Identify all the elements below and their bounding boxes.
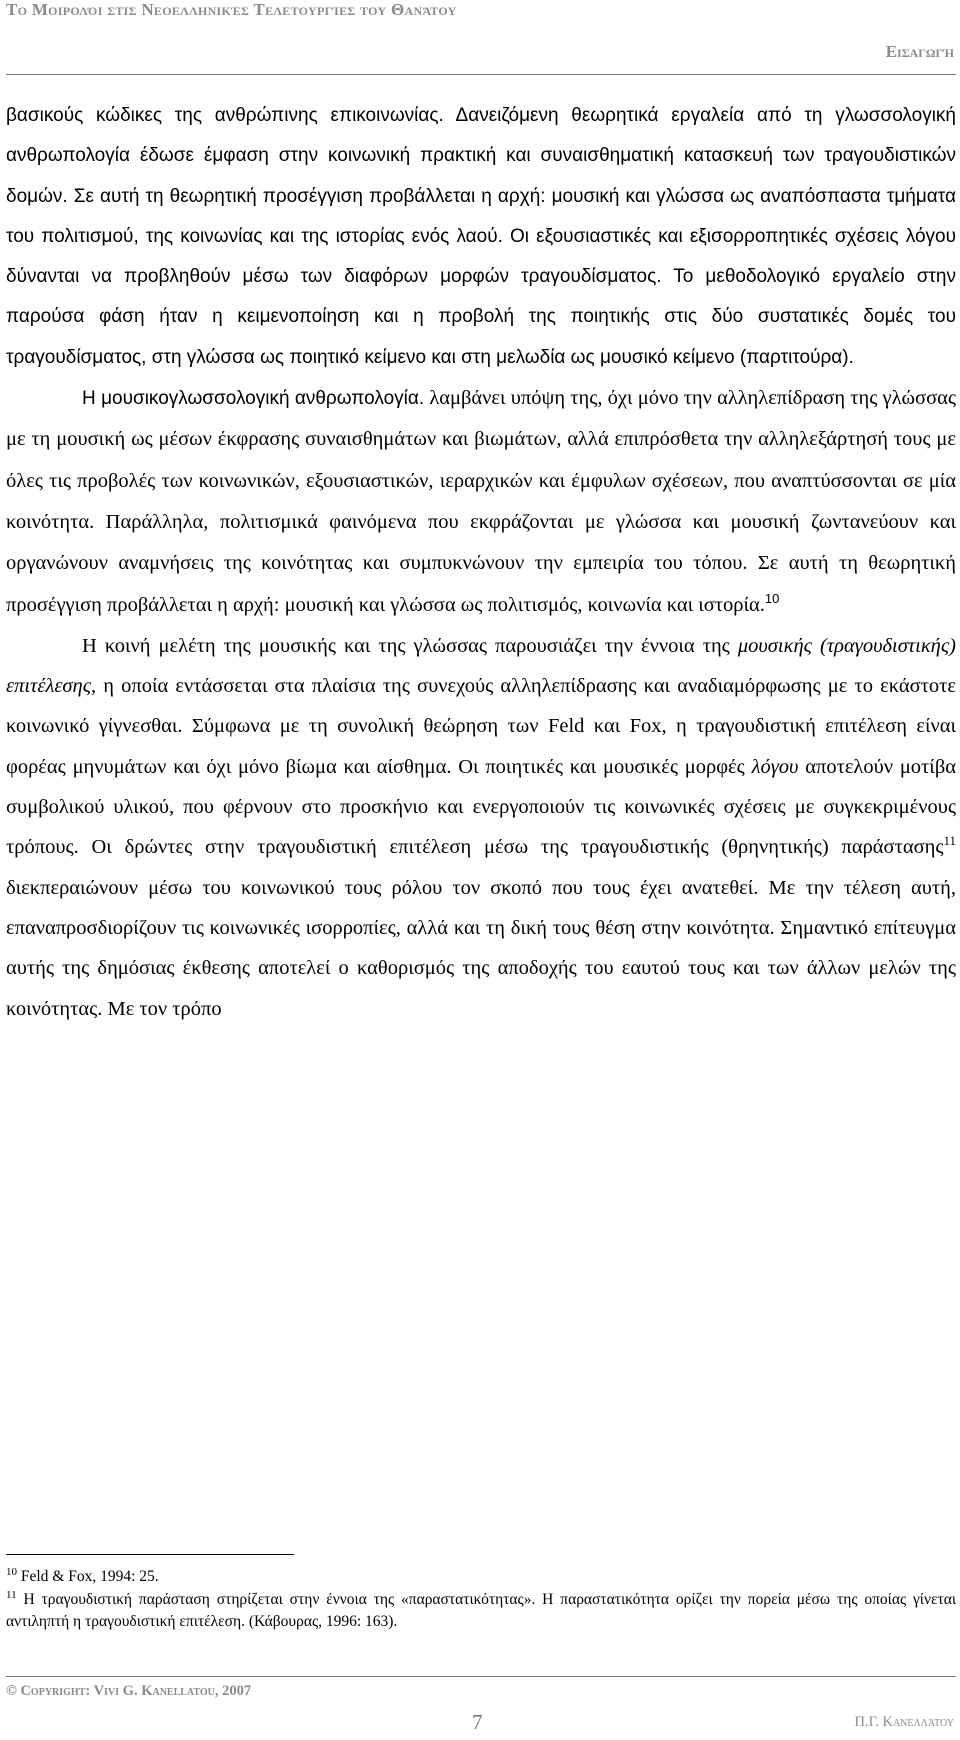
footnote-ref-10[interactable]: 10 <box>764 590 780 606</box>
footnote-11 <box>6 1589 956 1634</box>
author-initials: Π.Γ. Κανελλάτου <box>854 1714 954 1730</box>
footnote-10 <box>6 1566 956 1589</box>
section-title: Εισαγωγή <box>885 42 954 61</box>
header-divider <box>6 74 956 75</box>
body-text <box>6 96 956 1029</box>
paragraph-3-part-c: αποτελούν μοτίβα συμβολικού υλικού, που φέρνουν στο προσκήνιο και ενεργοποιούν τις κοινωνικές σχέσεις με συγκεκριμένους τρόπους. Οι δρώντες στην τραγουδιστική επιτέλεση μέσω της τραγουδιστικής (θρηνητικής) παράστασης <box>6 755 956 859</box>
paragraph-3-part-d: διεκπεραιώνουν μέσω του κοινωνικού τους ρόλου τον σκοπό που τους έχει ανατεθεί. Με την τέλεση αυτή, επαναπροσδιορίζουν τις κοινωνικές ισορροπίες, αλλά και τη δική τους θέση στην κοινότητα. Σημαντικό επίτευγμα αυτής της δημόσιας έκθεσης αποτελεί ο καθορισμός της αποδοχής του εαυτού τους και των άλλων μελών της κοινότητας. Με τον τρόπο <box>6 876 956 1020</box>
paragraph-1: βασικούς κώδικες της ανθρώπινης επικοινωνίας. Δανειζόμενη θεωρητικά εργαλεία από τη γλωσσολογική ανθρωπολογία έδωσε έμφαση στην κοινωνική πρακτική και συναισθηματική κατασκευή των τραγουδιστικών δομών. Σε αυτή τη θεωρητική προσέγγιση προβάλλεται η αρχή: μουσική και γλώσσα ως αναπόσπαστα τμήματα του πολιτισμού, της κοινωνίας και της ιστορίας ενός λαού. Οι εξουσιαστικές και εξισορροπητικές σχέσεις λόγου δύνανται να προβληθούν μέσω των διαφόρων μορφών τραγουδίσματος. Το μεθοδολογικό εργαλείο στην παρούσα φάση ήταν η κειμενοποίηση και η προβολή της ποιητικής στις δύο συστατικές δομές του τραγουδίσματος, στη γλώσσα ως ποιητικό κείμενο και στη μελωδία ως μουσικό κείμενο (παρτιτούρα). <box>6 105 956 368</box>
footnote-divider <box>6 1554 294 1555</box>
footer-divider <box>6 1676 956 1677</box>
footnote-ref-11[interactable]: 11 <box>943 833 956 849</box>
footnote-number: 11 <box>6 1588 17 1601</box>
paragraph-3 <box>6 626 956 1029</box>
italic-term-logos: λόγου <box>751 755 799 778</box>
footnote-text: Feld & Fox, 1994: 25. <box>20 1568 159 1585</box>
footnote-number: 10 <box>6 1566 17 1578</box>
paragraph-2 <box>6 378 956 626</box>
paragraph-3-part-a: Η κοινή μελέτη της μουσικής και της γλώσσας παρουσιάζει την έννοια της <box>82 634 738 657</box>
copyright-notice: © Copyright: Vivi G. Kanellatou, 2007 <box>6 1683 252 1699</box>
page-number: 7 <box>472 1710 483 1734</box>
running-title: Το Μοιρολόι στις Νεοελληνικές Τελετουργίες του Θανάτου <box>6 0 457 19</box>
paragraph-2-rest: λαμβάνει υπόψη της, όχι μόνο την αλληλεπίδραση της γλώσσας με τη μουσική ως μέσων έκφρασης συναισθημάτων και βιωμάτων, αλλά επιπρόσθετα την αλληλεξάρτησή τους με όλες τις προβολές των κοινωνικών, εξουσιαστικών, ιεραρχικών και έμφυλων σχέσεων, που αναπτύσσονται σε μία κοινότητα. Παράλληλα, πολιτισμικά φαινόμενα που εκφράζονται με γλώσσα και μουσική ζωντανεύουν και οργανώνουν αναμνήσεις της κοινότητας και συμπυκνώνουν την εμπειρία του τόπου. Σε αυτή τη θεωρητική προσέγγιση προβάλλεται η αρχή: μουσική και γλώσσα ως πολιτισμός, κοινωνία και ιστορία. <box>6 387 956 616</box>
footnotes <box>6 1566 956 1634</box>
italic-term-performance: μουσικής (τραγουδιστικής) επιτέλεσης, <box>6 634 956 698</box>
paragraph-3-part-b: η οποία εντάσσεται στα πλαίσια της συνεχούς αλληλεπίδρασης και αναδιαμόρφωσης με το εκάστοτε κοινωνικό γίγνεσθαι. Σύμφωνα με τη συνολική θεώρηση των Feld και Fox, η τραγουδιστική επιτέλεση είναι φορέας μηνυμάτων και όχι μόνο βίωμα και αίσθημα. Οι ποιητικές και μουσικές μορφές <box>6 675 956 778</box>
footnote-text: Η τραγουδιστική παράσταση στηρίζεται στην έννοια της «παραστατικότητας». Η παραστατικότητα ορίζει την πορεία μέσω της οποίας γίνεται αντιληπτή η τραγουδιστική επιτέλεση. (Κάβουρας, 1996: 163). <box>6 1590 957 1630</box>
paragraph-2-start: Η μουσικογλωσσολογική ανθρωπολογία. <box>82 388 425 410</box>
